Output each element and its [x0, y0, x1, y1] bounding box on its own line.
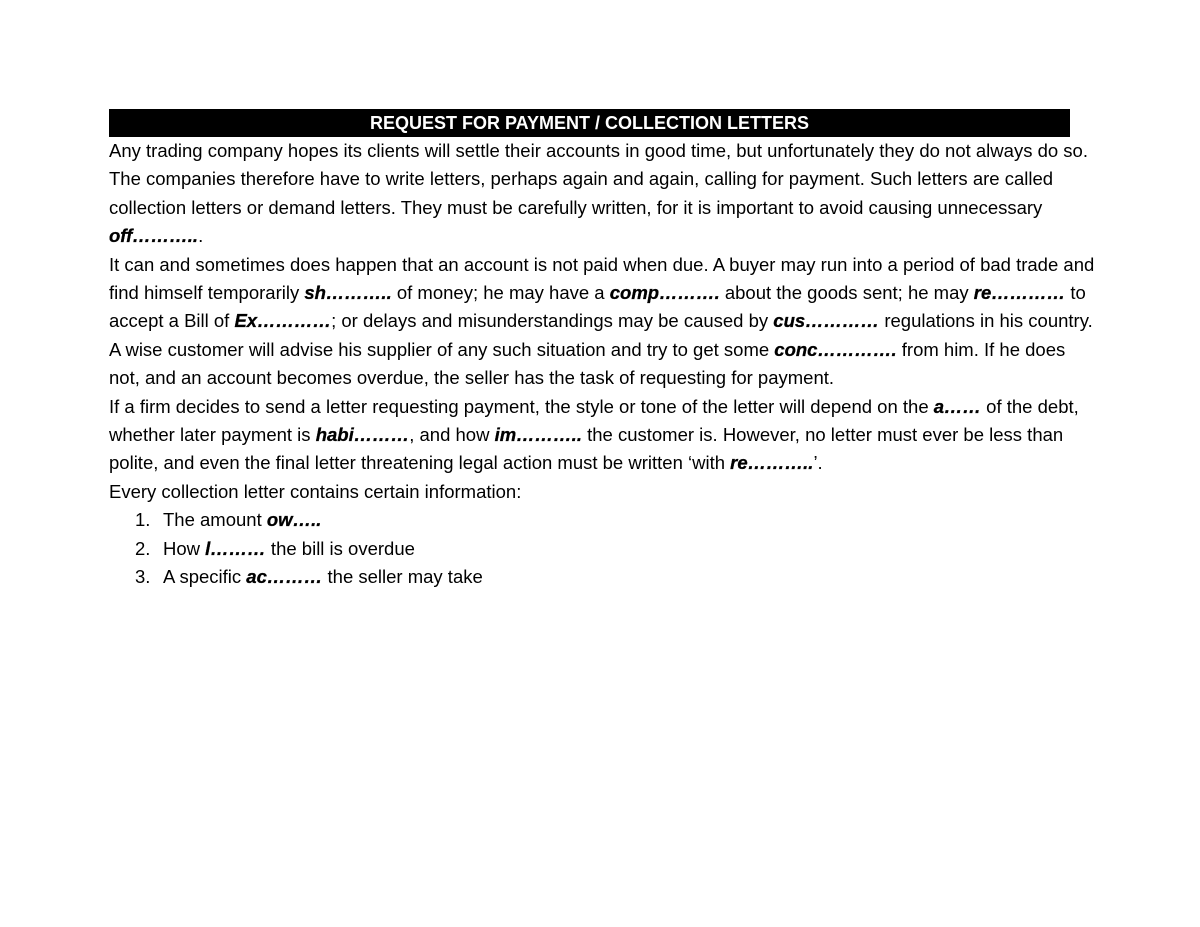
text-segment: the seller may take — [322, 566, 483, 588]
list-number: 3. — [135, 566, 151, 588]
paragraph-reasons — [109, 251, 1099, 393]
document-title: REQUEST FOR PAYMENT / COLLECTION LETTERS — [109, 109, 1070, 137]
fill-in-blank: a…… — [933, 395, 982, 417]
information-list — [109, 506, 1099, 591]
fill-in-blank: sh……….. — [304, 282, 392, 304]
fill-in-blank: ow….. — [266, 509, 322, 531]
text-segment: of the debt, whether later payment is — [109, 395, 1079, 446]
fill-in-blank: habi……… — [315, 424, 410, 446]
paragraph-list-intro: Every collection letter contains certain information: — [109, 480, 522, 502]
text-segment: about the goods sent; he may — [719, 282, 974, 304]
paragraph-intro — [109, 137, 1099, 251]
fill-in-blank: off……….. — [109, 225, 199, 247]
text-segment: ’. — [813, 452, 823, 474]
worksheet-page — [109, 109, 1099, 592]
text-segment: ; or delays and misunderstandings may be caused by — [331, 310, 774, 332]
text-segment: of money; he may have a — [391, 282, 610, 304]
fill-in-blank: ac……… — [246, 566, 323, 588]
list-item — [109, 506, 1099, 534]
text-segment: the customer is. However, no letter must ever be less than polite, and even the final letter threatening legal action must be written ‘with — [109, 424, 1064, 474]
list-number: 2. — [135, 537, 151, 559]
text-segment: The amount — [163, 509, 267, 531]
fill-in-blank: comp………. — [609, 282, 720, 304]
text-segment: from him. If he does not, and an account becomes overdue, the seller has the task of requesting for payment. — [109, 338, 1066, 389]
fill-in-blank: Ex………… — [234, 310, 332, 332]
fill-in-blank: cus………… — [773, 310, 880, 332]
text-segment: It can and sometimes does happen that an account is not paid when due. A buyer may run into a period of bad trade and find himself temporarily — [109, 253, 1095, 304]
fill-in-blank: l……… — [205, 537, 266, 559]
list-item — [109, 563, 1099, 591]
fill-in-blank: re……….. — [730, 452, 814, 474]
text-segment: . — [198, 225, 204, 247]
list-item — [109, 535, 1099, 563]
fill-in-blank: conc…………. — [774, 338, 897, 360]
text-segment: regulations in his country. A wise customer will advise his supplier of any such situation and try to get some — [109, 310, 1093, 360]
list-number: 1. — [135, 509, 151, 531]
fill-in-blank: im……….. — [494, 424, 582, 446]
paragraph-tone — [109, 393, 1099, 478]
text-segment: Any trading company hopes its clients will settle their accounts in good time, but unfortunately they do not always do so. The companies therefore have to write letters, perhaps again and again, calling for payment. Such letters are called collection letters or demand letters. They must be carefully written, for it is important to avoid causing unnecessary — [109, 140, 1088, 218]
text-segment: If a firm decides to send a letter requesting payment, the style or tone of the letter will depend on the — [109, 395, 934, 417]
text-segment: , and how — [409, 424, 495, 446]
text-segment: A specific — [163, 566, 247, 588]
text-segment: the bill is overdue — [265, 537, 415, 559]
fill-in-blank: re………… — [973, 282, 1066, 304]
text-segment: How — [163, 537, 206, 559]
text-segment: to accept a Bill of — [109, 282, 1086, 332]
